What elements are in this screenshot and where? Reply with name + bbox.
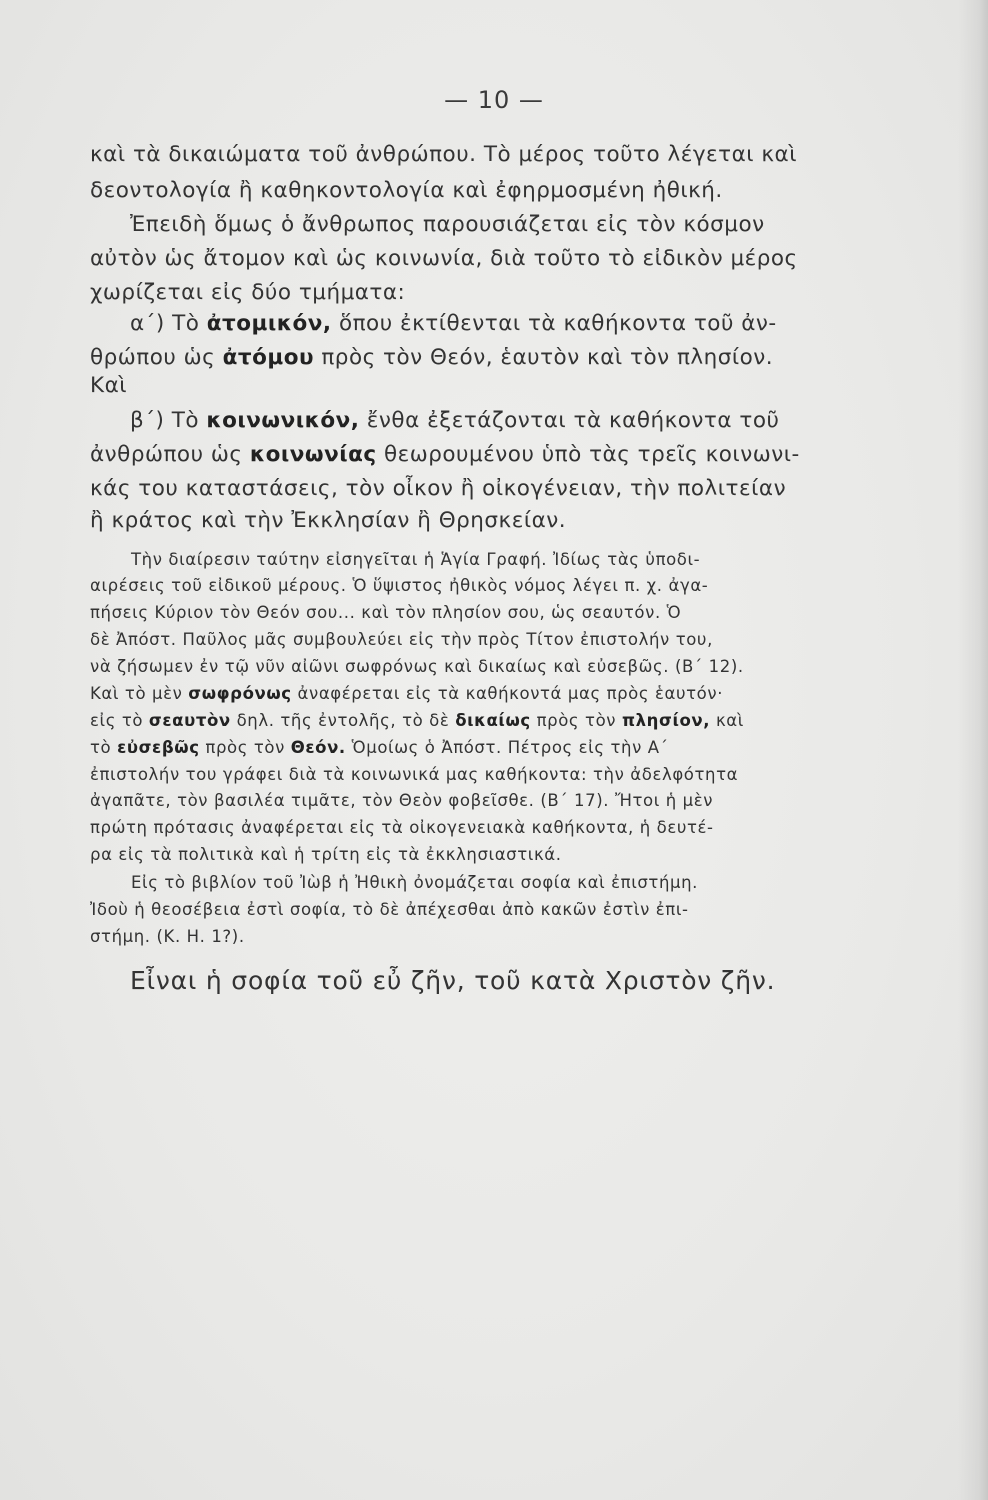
text-line bbox=[90, 738, 988, 757]
text-line bbox=[90, 373, 988, 398]
text-line bbox=[131, 873, 988, 892]
text-segment: θρώπου ὡς bbox=[90, 345, 223, 370]
closing-line bbox=[130, 966, 988, 995]
page-number: — 10 — bbox=[444, 86, 544, 114]
text-line bbox=[90, 791, 988, 810]
text-segment: ρα εἰς τὰ πολιτικὰ καὶ ἡ τρίτη εἰς τὰ ἐκκλησιαστικά. bbox=[90, 845, 562, 864]
text-segment: δὲ Ἀπόστ. Παῦλος μᾶς συμβουλεύει εἰς τὴν πρὸς Τίτον ἐπιστολήν του, bbox=[90, 630, 713, 649]
text-line bbox=[90, 345, 988, 370]
text-segment: πρώτη πρότασις ἀναφέρεται εἰς τὰ οἰκογενειακὰ καθήκοντα, ἡ δευτέ- bbox=[90, 818, 714, 837]
text-segment: νὰ ζήσωμεν ἐν τῷ νῦν αἰῶνι σωφρόνως καὶ δικαίως καὶ εὐσεβῶς. (Β΄ 12). bbox=[90, 657, 744, 676]
text-line bbox=[130, 311, 988, 336]
text-segment: Ἰδοὺ ἡ θεοσέβεια ἐστὶ σοφία, τὸ δὲ ἀπέχεσθαι ἀπὸ κακῶν ἐστὶν ἐπι- bbox=[90, 900, 689, 919]
text-segment: Ἐπειδὴ ὅμως ὁ ἄνθρωπος παρουσιάζεται εἰς τὸν κόσμον bbox=[130, 212, 765, 237]
text-segment: ἐπιστολήν του γράφει διὰ τὰ κοινωνικά μας καθήκοντα: τὴν ἀδελφότητα bbox=[90, 765, 739, 784]
text-segment: στήμη. (Κ. Η. 1?). bbox=[90, 927, 245, 946]
emphasis-text: σωφρόνως bbox=[188, 684, 292, 703]
text-line bbox=[90, 900, 988, 919]
text-segment: Ὁμοίως ὁ Ἀπόστ. Πέτρος εἰς τὴν Α΄ bbox=[345, 738, 669, 757]
emphasis-text: πλησίον, bbox=[621, 711, 711, 730]
text-segment: χωρίζεται εἰς δύο τμήματα: bbox=[90, 280, 406, 305]
text-segment: αιρέσεις τοῦ εἰδικοῦ μέρους. Ὁ ὕψιστος ἠθικὸς νόμος λέγει π. χ. ἀγα- bbox=[90, 576, 709, 595]
emphasis-text: κοινωνίας bbox=[249, 442, 377, 467]
text-segment: καὶ bbox=[710, 711, 744, 730]
text-segment: πρὸς τὸν Θεόν, ἑαυτὸν καὶ τὸν πλησίον. bbox=[314, 345, 774, 370]
text-segment: ἀνθρώπου ὡς bbox=[90, 442, 250, 467]
text-segment: Εἶναι ἡ σοφία τοῦ εὖ ζῆν, τοῦ κατὰ Χριστὸν ζῆν. bbox=[130, 966, 776, 995]
text-segment: Εἰς τὸ βιβλίον τοῦ Ἰὼβ ἡ Ἠθικὴ ὀνομάζεται σοφία καὶ ἐπιστήμη. bbox=[131, 873, 699, 892]
emphasis-text: σεαυτὸν bbox=[148, 711, 231, 730]
text-segment: τὸ bbox=[90, 738, 118, 757]
text-segment: θεωρουμένου ὑπὸ τὰς τρεῖς κοινωνι- bbox=[376, 442, 800, 467]
text-line bbox=[90, 845, 988, 864]
text-line bbox=[90, 476, 988, 501]
text-segment: β΄) Τὸ bbox=[130, 408, 207, 433]
text-segment: ἢ κράτος καὶ τὴν Ἐκκλησίαν ἢ Θρησκείαν. bbox=[90, 508, 567, 533]
text-segment: ἀναφέρεται εἰς τὰ καθήκοντά μας πρὸς ἑαυτόν· bbox=[291, 684, 724, 703]
text-segment: ὅπου ἐκτίθενται τὰ καθήκοντα τοῦ ἀν- bbox=[331, 311, 777, 336]
emphasis-text: Θεόν. bbox=[290, 738, 346, 757]
text-line bbox=[90, 280, 988, 305]
text-line bbox=[90, 818, 988, 837]
text-segment: ἀγαπᾶτε, τὸν βασιλέα τιμᾶτε, τὸν Θεὸν φοβεῖσθε. (Β΄ 17). Ἤτοι ἡ μὲν bbox=[90, 791, 714, 810]
text-segment: αὐτὸν ὡς ἄτομον καὶ ὡς κοινωνία, διὰ τοῦτο τὸ εἰδικὸν μέρος bbox=[90, 246, 798, 271]
text-line bbox=[90, 603, 988, 622]
text-line bbox=[131, 550, 988, 569]
text-line bbox=[90, 178, 988, 203]
text-line bbox=[90, 142, 988, 167]
text-line bbox=[90, 765, 988, 784]
text-line bbox=[90, 684, 988, 703]
text-segment: δεοντολογία ἢ καθηκοντολογία καὶ ἐφηρμοσμένη ἠθική. bbox=[90, 178, 723, 203]
text-line bbox=[130, 212, 988, 237]
text-segment: α΄) Τὸ bbox=[130, 311, 207, 336]
text-segment: Καὶ bbox=[90, 373, 128, 398]
text-segment: καὶ τὰ δικαιώματα τοῦ ἀνθρώπου. Τὸ μέρος τοῦτο λέγεται καὶ bbox=[90, 142, 798, 167]
text-segment: εἰς τὸ bbox=[90, 711, 149, 730]
emphasis-text: δικαίως bbox=[455, 711, 531, 730]
emphasis-text: κοινωνικόν, bbox=[206, 408, 360, 433]
text-segment: κάς του καταστάσεις, τὸν οἶκον ἢ οἰκογένειαν, τὴν πολιτείαν bbox=[90, 476, 787, 501]
text-segment: δηλ. τῆς ἐντολῆς, τὸ δὲ bbox=[230, 711, 456, 730]
text-segment: πρὸς τὸν bbox=[530, 711, 622, 730]
emphasis-text: εὐσεβῶς bbox=[117, 738, 200, 757]
text-segment: Καὶ τὸ μὲν bbox=[90, 684, 189, 703]
emphasis-text: ἀτόμου bbox=[222, 345, 315, 370]
text-line bbox=[90, 246, 988, 271]
text-line bbox=[90, 630, 988, 649]
text-segment: πήσεις Κύριον τὸν Θεόν σου... καὶ τὸν πλησίον σου, ὡς σεαυτόν. Ὁ bbox=[90, 603, 682, 622]
text-line bbox=[130, 408, 988, 433]
text-line bbox=[90, 657, 988, 676]
text-line bbox=[90, 927, 988, 946]
text-line bbox=[90, 442, 988, 467]
text-line bbox=[90, 711, 988, 730]
text-segment: πρὸς τὸν bbox=[199, 738, 291, 757]
text-segment: Τὴν διαίρεσιν ταύτην εἰσηγεῖται ἡ Ἁγία Γραφή. Ἰδίως τὰς ὑποδι- bbox=[131, 550, 701, 569]
emphasis-text: ἀτομικόν, bbox=[206, 311, 332, 336]
text-line bbox=[90, 576, 988, 595]
text-line bbox=[90, 508, 988, 533]
text-segment: ἔνθα ἐξετάζονται τὰ καθήκοντα τοῦ bbox=[359, 408, 780, 433]
